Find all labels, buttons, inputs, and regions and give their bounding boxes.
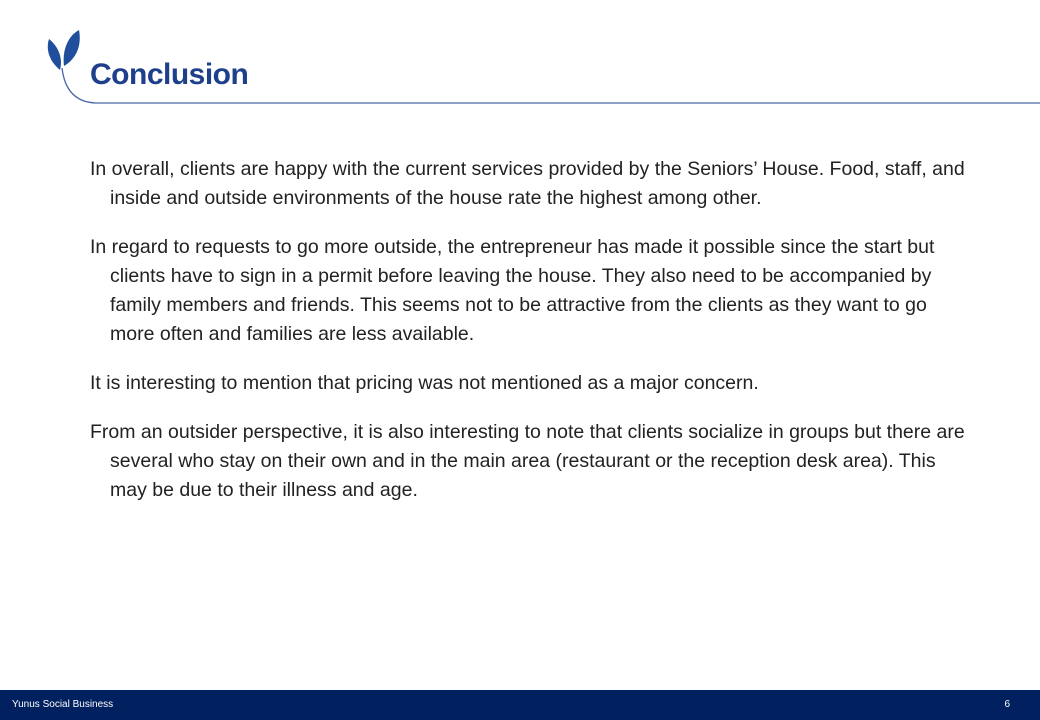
- paragraph-overall-satisfaction: In overall, clients are happy with the current services provided by the Seniors’ House. Food, staff, and inside and outside environments of the house rate the highest among other.: [90, 158, 965, 209]
- slide-title: Conclusion: [90, 58, 249, 91]
- paragraph-outsider-perspective: From an outsider perspective, it is also interesting to note that clients socialize in groups but there are several who stay on their own and in the main area (restaurant or the reception desk area). This may be due to their illness and age.: [90, 421, 965, 501]
- paragraph-outside-requests: In regard to requests to go more outside, the entrepreneur has made it possible since the start but clients have to sign in a permit before leaving the house. They also need to be accompanied by family members and friends. This seems not to be attractive from the clients as they want to go more often and families are less available.: [90, 236, 935, 345]
- footer-bar: [0, 690, 1040, 720]
- paragraph-pricing: It is interesting to mention that pricing was not mentioned as a major concern.: [90, 372, 759, 394]
- page-number: 6: [1004, 699, 1010, 710]
- slide-body: [90, 155, 970, 525]
- footer-organization: Yunus Social Business: [12, 699, 114, 710]
